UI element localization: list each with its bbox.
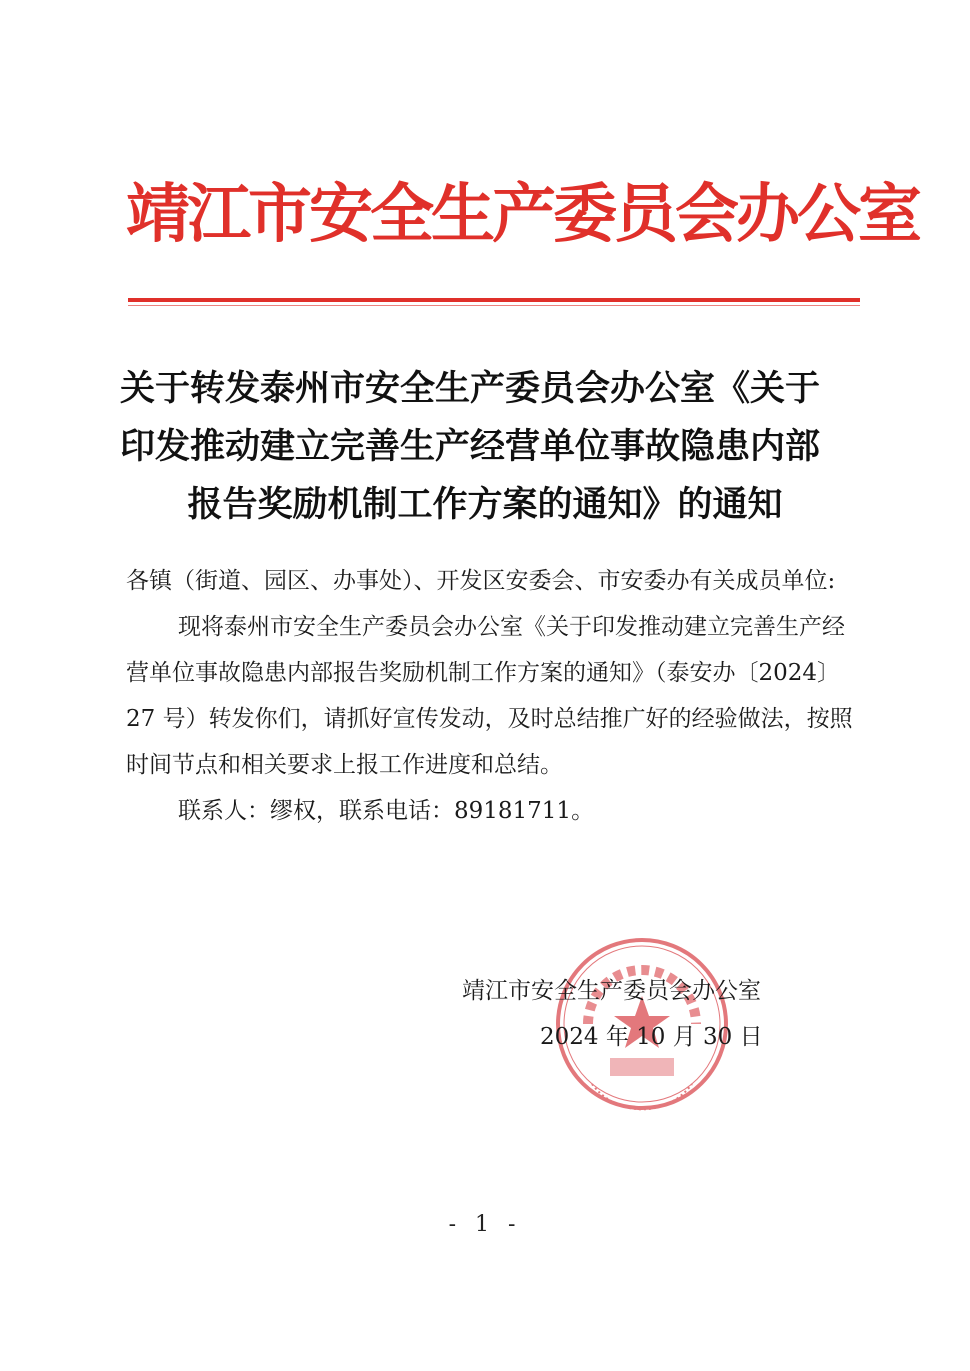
title-line-2: 印发推动建立完善生产经营单位事故隐患内部 [120, 427, 821, 467]
masthead-org-name: 靖江市安全生产委员会办公室 [126, 178, 919, 252]
title-line-3: 报告奖励机制工作方案的通知》的通知 [187, 485, 783, 525]
contact-line: 联系人：缪权，联系电话：89181711。 [178, 798, 595, 824]
signature-date: 2024 年 10 月 30 日 [540, 1024, 763, 1050]
signature-block [462, 968, 763, 1060]
signature-org: 靖江市安全生产委员会办公室 [462, 978, 761, 1004]
body-paragraph: 现将泰州市安全生产委员会办公室《关于印发推动建立完善生产经营单位事故隐患内部报告奖励机制工作方案的通知》（泰安办〔2024〕27 号）转发你们，请抓好宣传发动，及时总结推广好的经验做法，按照时间节点和相关要求上报工作进度和总结。 [126, 614, 853, 778]
masthead-red-rule-thin [128, 305, 860, 306]
title-line-1: 关于转发泰州市安全生产委员会办公室《关于 [120, 369, 821, 409]
addressee: 各镇（街道、园区、办事处）、开发区安委会、市安委办有关成员单位: [126, 568, 836, 594]
document-body [126, 558, 856, 834]
page-number: - 1 - [448, 1212, 522, 1237]
masthead-red-rule [128, 298, 860, 302]
document-title [120, 360, 850, 534]
